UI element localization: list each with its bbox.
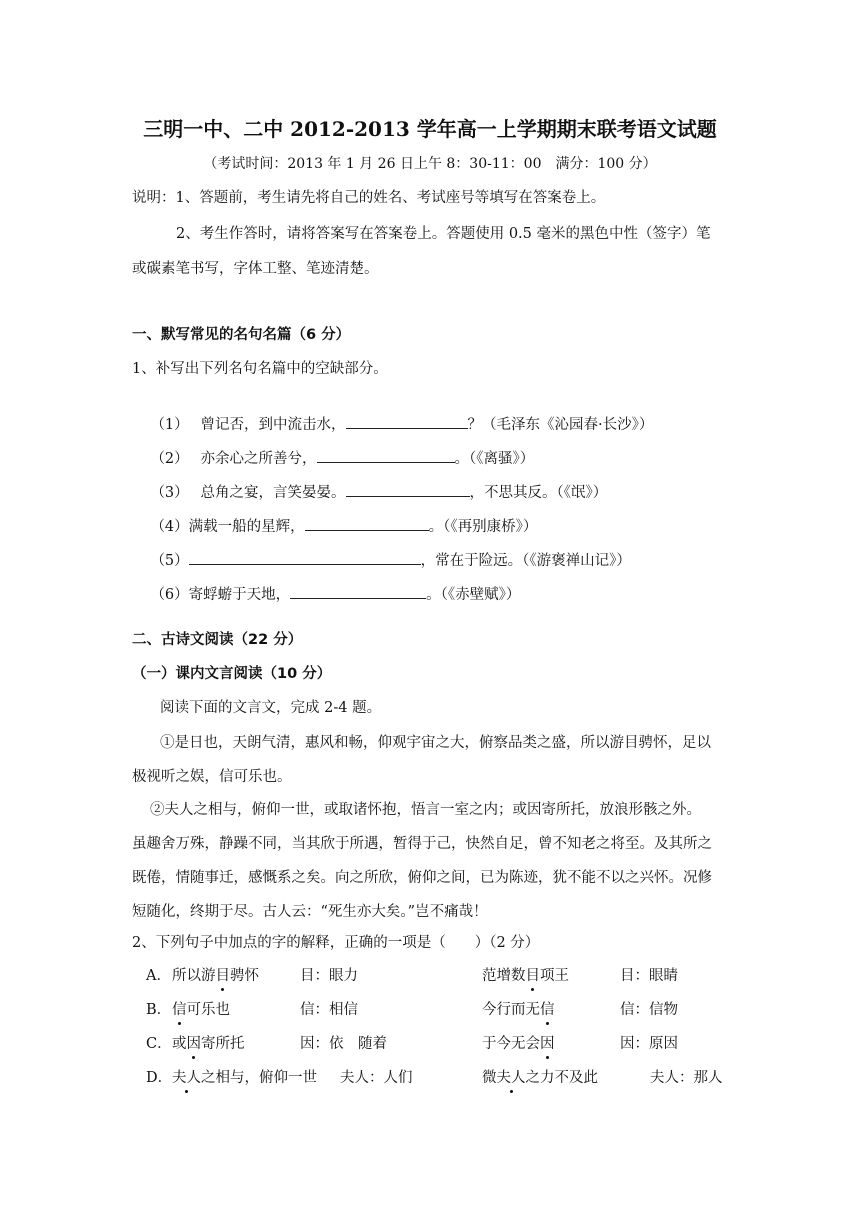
- item-prefix: 曾记否，到中流击水，: [181, 417, 346, 433]
- option-label: D．: [146, 1070, 173, 1086]
- section1-heading: 一、默写常见的名句名篇（6 分）: [132, 327, 351, 343]
- emphasis-dot-char: 信: [172, 1002, 187, 1018]
- emphasis-dot-char: 夫人: [496, 1070, 526, 1086]
- option-sentence-1: 夫人之相与，俯仰一世: [172, 1070, 317, 1086]
- item-suffix: ，常在于险远。（《游褒禅山记》）: [420, 553, 631, 569]
- item-prefix: 满载一船的星辉，: [188, 519, 305, 535]
- item-prefix: 寄蜉蝣于天地，: [188, 587, 291, 603]
- item-suffix: 。（《赤壁赋》）: [426, 587, 521, 603]
- item-number: （5）: [150, 553, 189, 569]
- answer-blank: [290, 583, 426, 599]
- section2-subheading: （一）课内文言阅读（10 分）: [132, 666, 332, 682]
- option-explanation-1: 因：依 随着: [300, 1036, 387, 1052]
- question-2: 2、下列句子中加点的字的解释，正确的一项是（ ）（2 分）: [132, 935, 540, 951]
- emphasis-dot-char: 夫人: [172, 1070, 201, 1086]
- instruction-line-2: 2、考生作答时，请将答案写在答案卷上。答题使用 0.5 毫米的黑色中性（签字）笔: [176, 226, 711, 242]
- option-label: B．: [146, 1002, 172, 1018]
- option-explanation-1: 信：相信: [300, 1002, 358, 1018]
- item-prefix: 亦余心之所善兮，: [181, 451, 317, 467]
- fill-item-6: [132, 563, 520, 625]
- option-label: A．: [146, 968, 171, 984]
- page-title: 三明一中、二中 2012-2013 学年高一上学期期末联考语文试题: [143, 117, 717, 141]
- section2-heading: 二、古诗文阅读（22 分）: [132, 632, 303, 648]
- emphasis-dot-char: 因: [186, 1036, 201, 1052]
- item-suffix: ？（毛泽东《沁园春·长沙》）: [467, 417, 654, 433]
- option-sentence-1: 或因寄所托: [172, 1036, 245, 1052]
- reading-intro: 阅读下面的文言文，完成 2-4 题。: [160, 700, 382, 716]
- option-sentence-1: 信可乐也: [172, 1002, 230, 1018]
- item-suffix: 。（《再别康桥》）: [428, 519, 538, 535]
- passage-para2-line1: ②夫人之相与，俯仰一世，或取诸怀抱，悟言一室之内；或因寄所托，放浪形骸之外。: [150, 802, 701, 818]
- emphasis-dot-char: 因: [540, 1036, 555, 1052]
- exam-subtitle: （考试时间：2013 年 1 月 26 日上午 8：30-11：00 满分：100 分）: [203, 156, 657, 172]
- item-prefix: 总角之宴，言笑晏晏。: [181, 485, 346, 501]
- option-sentence-2: 范增数目项王: [482, 968, 569, 984]
- item-number: （1）: [150, 417, 182, 433]
- item-number: （6）: [150, 587, 189, 603]
- item-number: （2）: [150, 451, 182, 467]
- option-label: C．: [146, 1036, 172, 1052]
- option-sentence-2: 微夫人之力不及此: [482, 1070, 598, 1086]
- instruction-line-1: 说明：1、答题前，考生请先将自己的姓名、考试座号等填写在答案卷上。: [132, 190, 606, 206]
- question-1: 1、补写出下列名句名篇中的空缺部分。: [132, 361, 388, 377]
- option-explanation-2: 因：原因: [620, 1036, 678, 1052]
- item-number: （3）: [150, 485, 182, 501]
- option-sentence-2: 今行而无信: [482, 1002, 555, 1018]
- option-sentence-2: 于今无会因: [482, 1036, 555, 1052]
- option-sentence-1: 所以游目骋怀: [172, 968, 259, 984]
- instruction-line-3: 或碳素笔书写，字体工整、笔迹清楚。: [132, 261, 379, 277]
- option-explanation-2: 夫人：那人: [650, 1070, 723, 1086]
- passage-para1-line1: ①是日也，天朗气清，惠风和畅，仰观宇宙之大，俯察品类之盛，所以游目骋怀，足以: [160, 735, 711, 751]
- option-explanation-1: 目：眼力: [300, 968, 358, 984]
- item-suffix: ，不思其反。（《氓》）: [469, 485, 608, 501]
- passage-para2-line3: 既倦，情随事迁，感慨系之矣。向之所欣，俯仰之间，已为陈迹，犹不能不以之兴怀。况修: [132, 870, 712, 886]
- emphasis-dot-char: 目: [525, 968, 540, 984]
- item-number: （4）: [150, 519, 189, 535]
- option-explanation-1: 夫人：人们: [340, 1070, 413, 1086]
- emphasis-dot-char: 信: [540, 1002, 555, 1018]
- item-suffix: 。（《离骚》）: [454, 451, 535, 467]
- option-explanation-2: 信：信物: [620, 1002, 678, 1018]
- emphasis-dot-char: 目: [215, 968, 230, 984]
- passage-para2-line4: 短随化，终期于尽。古人云：“死生亦大矣。”岂不痛哉！: [132, 904, 488, 920]
- option-explanation-2: 目：眼睛: [620, 968, 678, 984]
- passage-para2-line2: 虽趣舍万殊，静躁不同，当其欣于所遇，暂得于己，快然自足，曾不知老之将至。及其所之: [132, 836, 712, 852]
- passage-para1-line2: 极视听之娱，信可乐也。: [132, 769, 292, 785]
